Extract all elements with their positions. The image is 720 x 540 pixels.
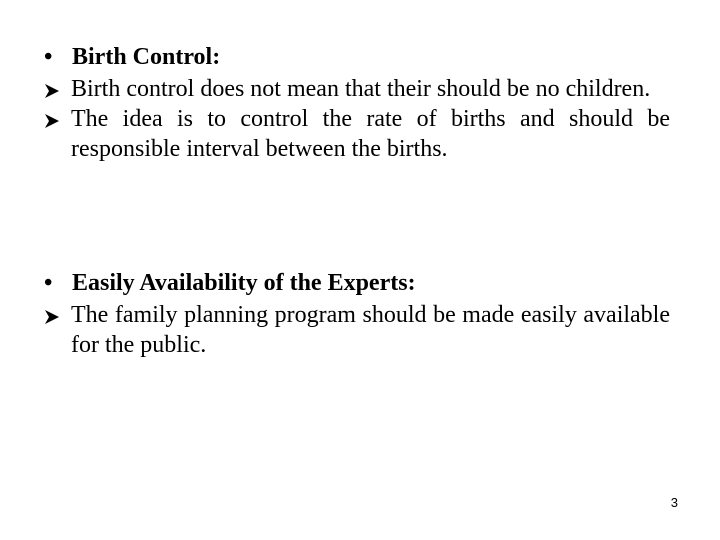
bullet-icon: •: [44, 44, 53, 70]
arrow-bullet-icon: [44, 104, 66, 134]
list-item-text: Birth control does not mean that their should be no children.: [71, 76, 651, 102]
list-item: [44, 74, 670, 104]
section-birth-control: [44, 42, 670, 164]
arrow-bullet-icon: [44, 74, 66, 104]
section-heading-text: Birth Control:: [72, 44, 221, 70]
list-item: [44, 300, 670, 360]
list-item-text: The idea is to control the rate of births and should be responsible interval between the births.: [71, 106, 670, 162]
list-item: [44, 104, 670, 164]
arrow-bullet-icon: [44, 300, 66, 330]
list-item-text: The family planning program should be made easily available for the public.: [71, 302, 670, 358]
section-experts-availability: [44, 268, 670, 360]
section-heading-text: Easily Availability of the Experts:: [72, 270, 416, 296]
section-heading: [44, 42, 670, 72]
bullet-icon: •: [44, 270, 53, 296]
section-heading: [44, 268, 670, 298]
page-number: 3: [670, 495, 678, 510]
